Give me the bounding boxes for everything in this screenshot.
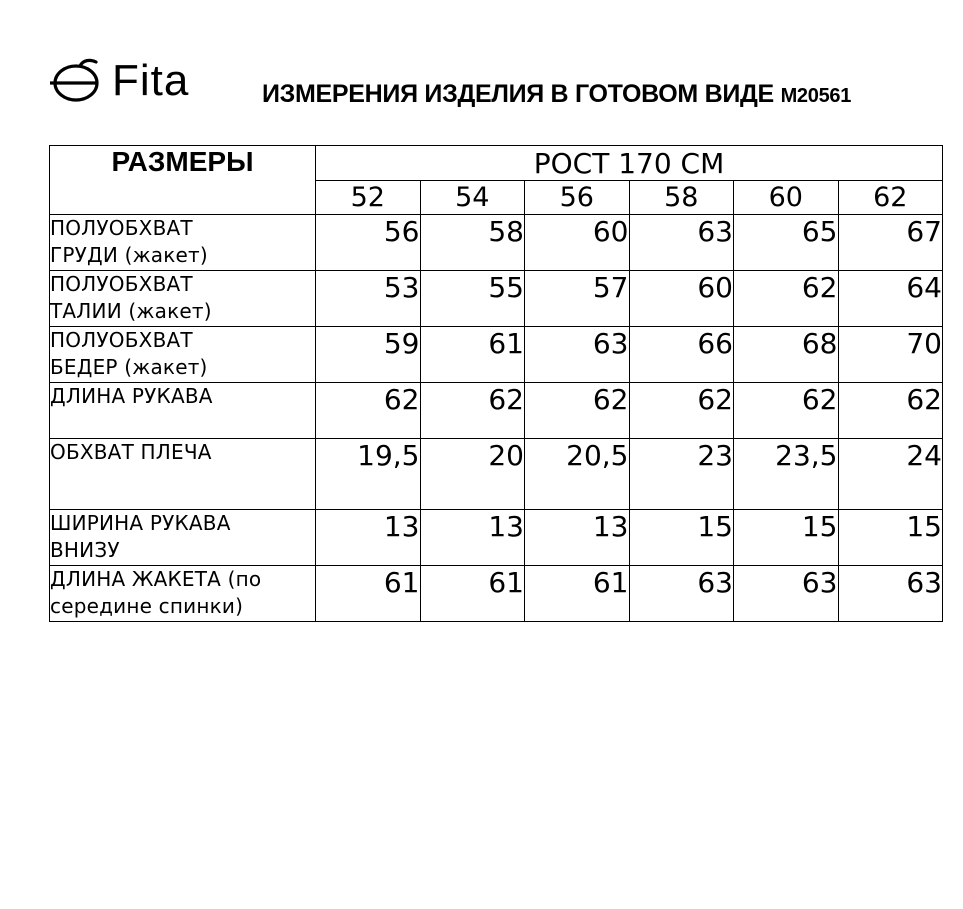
size-chart-table xyxy=(49,145,943,622)
table-cell: 65 xyxy=(734,215,839,271)
table-cell: 70 xyxy=(838,327,943,383)
table-cell: 66 xyxy=(629,327,734,383)
row-label xyxy=(50,215,316,271)
row-label xyxy=(50,383,316,439)
row-label xyxy=(50,271,316,327)
title-text: ИЗМЕРЕНИЯ ИЗДЕЛИЯ В ГОТОВОМ ВИДЕ xyxy=(262,80,774,108)
table-cell: 13 xyxy=(420,510,525,566)
table-cell: 24 xyxy=(838,439,943,510)
row-label-line1: ПОЛУОБХВАТ xyxy=(50,328,193,352)
row-label xyxy=(50,510,316,566)
row-label xyxy=(50,327,316,383)
table-cell: 62 xyxy=(734,271,839,327)
table-cell: 15 xyxy=(838,510,943,566)
table-cell: 56 xyxy=(316,215,421,271)
page-title xyxy=(262,80,851,109)
row-label-line1: ДЛИНА ЖАКЕТА (по xyxy=(50,567,262,591)
row-label-line2: ТАЛИИ (жакет) xyxy=(50,299,212,323)
height-header: РОСТ 170 СМ xyxy=(316,146,943,181)
row-label-line1: ШИРИНА РУКАВА xyxy=(50,511,231,535)
table-cell: 63 xyxy=(838,566,943,622)
table-cell: 62 xyxy=(838,383,943,439)
table-row xyxy=(50,566,943,622)
table-cell: 53 xyxy=(316,271,421,327)
table-cell: 15 xyxy=(629,510,734,566)
row-label-line2: ГРУДИ (жакет) xyxy=(50,243,208,267)
table-cell: 19,5 xyxy=(316,439,421,510)
table-cell: 61 xyxy=(420,327,525,383)
table-cell: 23,5 xyxy=(734,439,839,510)
table-cell: 62 xyxy=(734,383,839,439)
table-cell: 13 xyxy=(316,510,421,566)
table-row xyxy=(50,327,943,383)
table-cell: 57 xyxy=(525,271,630,327)
table-cell: 23 xyxy=(629,439,734,510)
table-cell: 62 xyxy=(525,383,630,439)
table-cell: 62 xyxy=(420,383,525,439)
table-cell: 61 xyxy=(420,566,525,622)
table-cell: 58 xyxy=(420,215,525,271)
table-cell: 64 xyxy=(838,271,943,327)
table-cell: 59 xyxy=(316,327,421,383)
table-cell: 60 xyxy=(629,271,734,327)
table-cell: 15 xyxy=(734,510,839,566)
table-cell: 62 xyxy=(629,383,734,439)
row-label-line2: БЕДЕР (жакет) xyxy=(50,355,208,379)
size-col-header: 54 xyxy=(420,181,525,215)
table-cell: 62 xyxy=(316,383,421,439)
table-row xyxy=(50,271,943,327)
table-cell: 68 xyxy=(734,327,839,383)
table-row xyxy=(50,383,943,439)
table-cell: 20,5 xyxy=(525,439,630,510)
size-col-header: 56 xyxy=(525,181,630,215)
table-cell: 55 xyxy=(420,271,525,327)
row-label-line2: ВНИЗУ xyxy=(50,538,120,562)
table-row xyxy=(50,439,943,510)
row-label-line1: ОБХВАТ ПЛЕЧА xyxy=(50,440,212,464)
table-cell: 61 xyxy=(316,566,421,622)
table-row xyxy=(50,215,943,271)
table-cell: 20 xyxy=(420,439,525,510)
table-cell: 60 xyxy=(525,215,630,271)
size-col-header: 60 xyxy=(734,181,839,215)
size-col-header: 62 xyxy=(838,181,943,215)
table-cell: 63 xyxy=(734,566,839,622)
brand-name: Fita xyxy=(112,56,190,105)
row-label-line1: ДЛИНА РУКАВА xyxy=(50,384,213,408)
table-row xyxy=(50,510,943,566)
table-cell: 67 xyxy=(838,215,943,271)
row-label-line2: середине спинки) xyxy=(50,594,244,618)
table-cell: 61 xyxy=(525,566,630,622)
size-header: РАЗМЕРЫ xyxy=(50,146,316,215)
fita-logo-icon xyxy=(50,58,102,104)
row-label xyxy=(50,439,316,510)
row-label xyxy=(50,566,316,622)
size-col-header: 52 xyxy=(316,181,421,215)
table-cell: 63 xyxy=(525,327,630,383)
header-row xyxy=(50,146,943,181)
row-label-line1: ПОЛУОБХВАТ xyxy=(50,272,193,296)
table-cell: 63 xyxy=(629,215,734,271)
size-col-header: 58 xyxy=(629,181,734,215)
table-cell: 13 xyxy=(525,510,630,566)
model-code: М20561 xyxy=(780,85,852,107)
brand-logo xyxy=(50,58,189,104)
row-label-line1: ПОЛУОБХВАТ xyxy=(50,216,193,240)
table-cell: 63 xyxy=(629,566,734,622)
